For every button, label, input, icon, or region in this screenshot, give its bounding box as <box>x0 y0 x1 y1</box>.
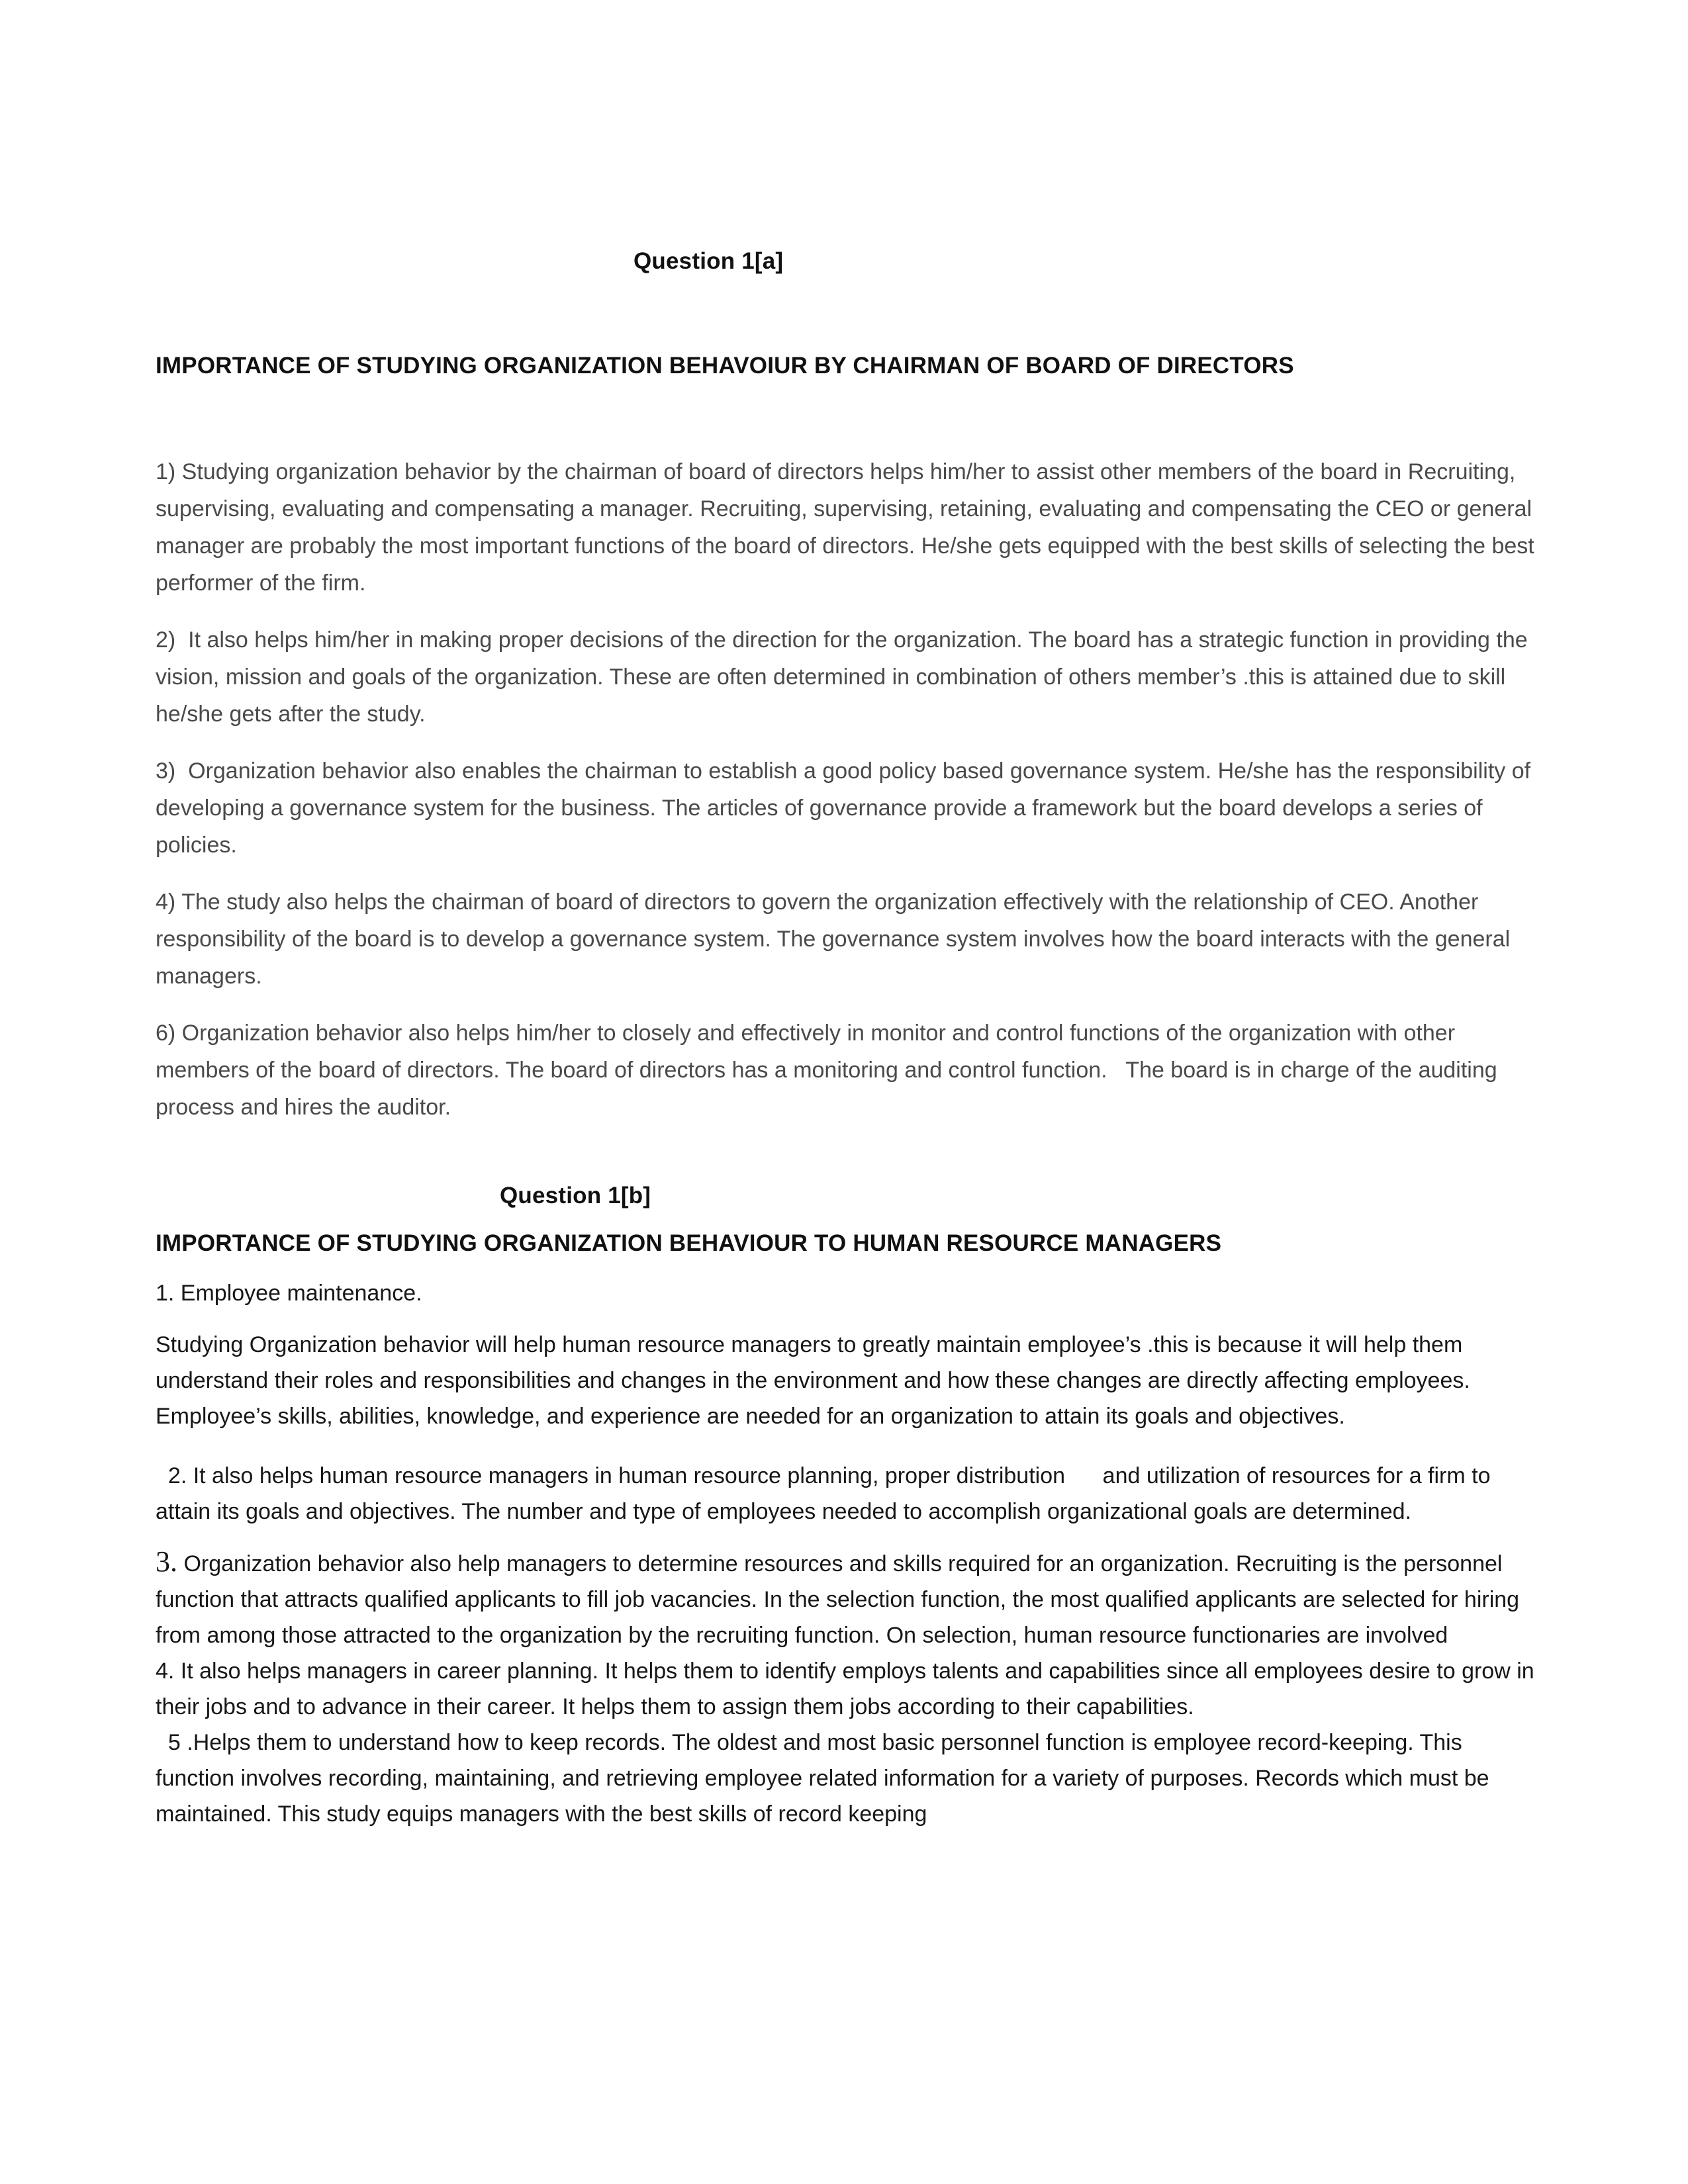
section-a-paragraph-4: 4) The study also helps the chairman of board of directors to govern the organization effectively with the relationship of CEO. Another responsibility of the board is to develop a governance system. The governance system involves how the board interacts with the general managers. <box>156 889 1517 989</box>
question-1b-title: Question 1[b] <box>500 1183 651 1208</box>
paragraph-3-text: Organization behavior also help managers to determine resources and skills required for an organization. Recruiting is the personnel function that attracts qualified applicants to fill job vacancies. In the selection function, the most qualified applicants are selected for hiring from among those attracted to the organization by the recruiting function. On selection, human resource functionaries are involved <box>156 1551 1526 1648</box>
paragraph-3-serif-number: 3. <box>156 1545 177 1578</box>
section-a-paragraph-5: 6) Organization behavior also helps him/her to closely and effectively in monitor and control functions of the organization with other members of the board of directors. The board of directors has a monitoring and control function. The board is in charge of the auditing process and hires the auditor. <box>156 1021 1504 1120</box>
section-b-paragraph-4: 4. It also helps managers in career planning. It helps them to identify employs talents and capabilities since all employees desire to grow in their jobs and to advance in their career. It helps them to assign them jobs according to their capabilities. <box>156 1659 1541 1719</box>
section-b-paragraph-1: Studying Organization behavior will help human resource managers to greatly maintain employee’s .this is because it will help them understand their roles and responsibilities and changes in the environment and how these changes are directly affecting employees. Employee’s skills, abilities, knowledge, and experience are needed for an organization to attain its goals and objectives. <box>156 1332 1477 1429</box>
section-a-paragraph-3: 3) Organization behavior also enables the chairman to establish a good policy based governance system. He/she has the responsibility of developing a governance system for the business. The articles of governance provide a framework but the board develops a series of policies. <box>156 758 1537 858</box>
section-a-paragraph-2: 2) It also helps him/her in making proper decisions of the direction for the organization. The board has a strategic function in providing the vision, mission and goals of the organization. These are often determined in combination of others member’s .this is attained due to skill he/she gets after the study. <box>156 627 1534 727</box>
section-question-1a <box>156 248 1541 1126</box>
section-b-paragraph-5: 5 .Helps them to understand how to keep records. The oldest and most basic personnel function is employee record-keeping. This function involves recording, maintaining, and retrieving employee related information for a variety of purposes. Records which must be maintained. This study equips managers with the best skills of record keeping <box>156 1730 1496 1827</box>
question-1a-title: Question 1[a] <box>633 248 784 274</box>
section-a-heading: IMPORTANCE OF STUDYING ORGANIZATION BEHAVOIUR BY CHAIRMAN OF BOARD OF DIRECTORS <box>156 353 1294 379</box>
section-question-1b <box>156 1183 1541 1832</box>
section-b-paragraph-2: 2. It also helps human resource managers in human resource planning, proper distribution and utilization of resources for a firm to attain its goals and objectives. The number and type of employees needed to accomplish organizational goals are determined. <box>156 1463 1497 1524</box>
section-b-subheading: 1. Employee maintenance. <box>156 1281 422 1306</box>
section-b-heading: IMPORTANCE OF STUDYING ORGANIZATION BEHAVIOUR TO HUMAN RESOURCE MANAGERS <box>156 1230 1222 1256</box>
section-a-paragraph-1: 1) Studying organization behavior by the chairman of board of directors helps him/her to assist other members of the board in Recruiting, supervising, evaluating and compensating a manager. Recruiting, supervising, retaining, evaluating and compensating the CEO or general manager are probably the most important functions of the board of directors. He/she gets equipped with the best skills of selecting the best performer of the firm. <box>156 459 1541 596</box>
section-b-paragraph-3 <box>156 1544 1534 1653</box>
